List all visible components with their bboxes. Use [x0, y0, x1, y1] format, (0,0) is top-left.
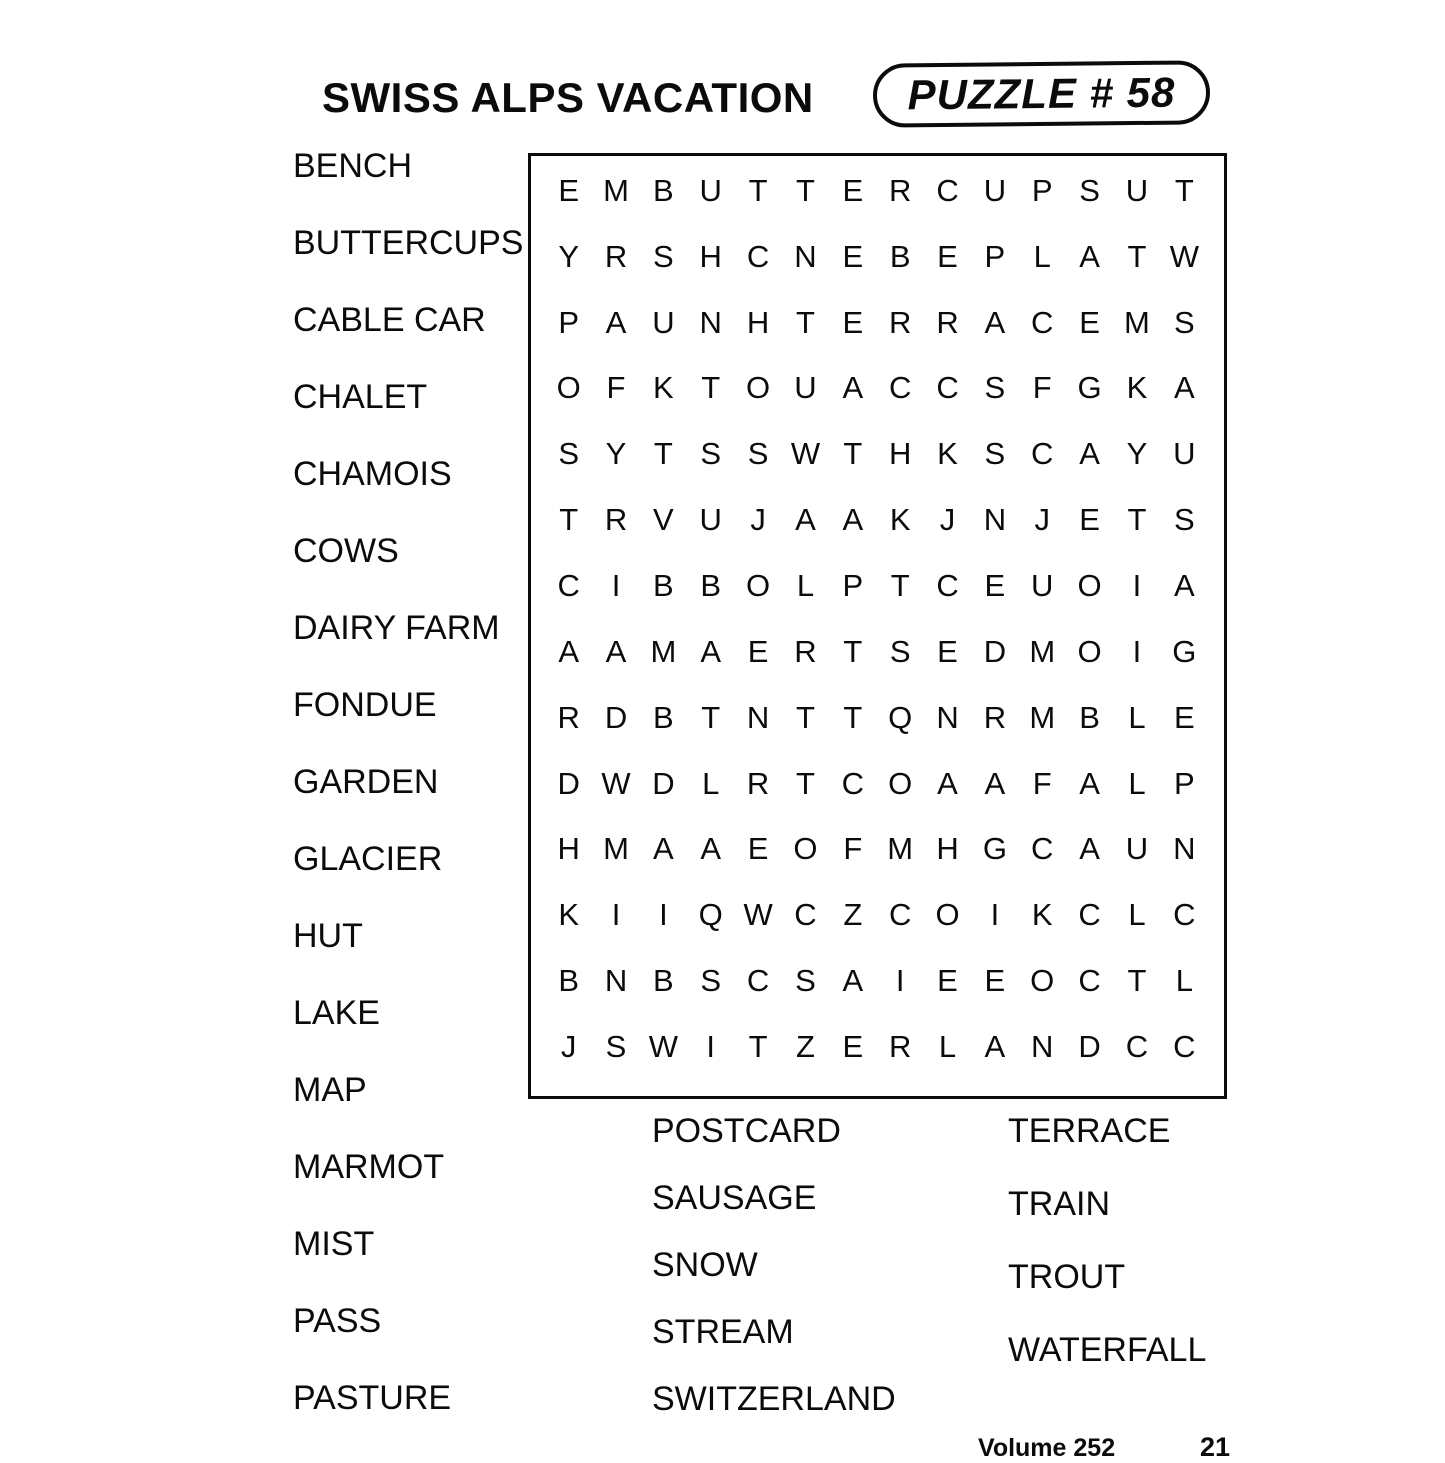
grid-cell: R: [888, 172, 912, 208]
word-list-item: TROUT: [1008, 1258, 1126, 1296]
grid-cell: O: [1077, 633, 1102, 669]
grid-cell: S: [700, 436, 722, 472]
grid-cell: A: [984, 304, 1006, 340]
grid-cell: A: [1079, 765, 1100, 801]
grid-cell: H: [746, 304, 770, 340]
grid-cell: U: [699, 502, 722, 538]
grid-cell: N: [1031, 1029, 1054, 1065]
grid-cell: E: [1173, 699, 1195, 735]
grid-cell: T: [843, 436, 863, 472]
grid-cell: E: [842, 238, 864, 274]
footer-page-number: 21: [1200, 1432, 1231, 1462]
puzzle-number-badge: [873, 60, 1211, 128]
grid-cell: K: [653, 370, 674, 406]
grid-cell: A: [842, 963, 864, 999]
grid-cell: I: [611, 568, 621, 604]
grid-cell: D: [652, 765, 675, 801]
grid-cell: T: [748, 172, 768, 208]
grid-cell: E: [842, 1029, 864, 1065]
word-list-item: FONDUE: [293, 686, 437, 724]
grid-cell: R: [936, 304, 959, 340]
word-list-item: WATERFALL: [1008, 1331, 1207, 1369]
grid-cell: T: [795, 765, 815, 801]
grid-cell: J: [560, 1029, 577, 1065]
grid-cell: D: [1078, 1029, 1101, 1065]
grid-cell: C: [557, 568, 580, 604]
grid-cell: F: [1032, 765, 1052, 801]
grid-cell: C: [794, 897, 817, 933]
word-list-item: MIST: [293, 1225, 375, 1263]
grid-cell: S: [653, 238, 674, 274]
grid-cell: L: [702, 765, 720, 801]
grid-cell: C: [746, 238, 770, 274]
grid-cell: I: [706, 1029, 716, 1065]
page-title: SWISS ALPS VACATION: [322, 74, 814, 121]
grid-cell: L: [1033, 238, 1051, 274]
grid-cell: T: [890, 568, 910, 604]
word-list-item: CHAMOIS: [293, 455, 452, 493]
grid-cell: A: [700, 633, 722, 669]
grid-cell: A: [605, 633, 627, 669]
grid-cell: U: [1173, 436, 1196, 472]
grid-cell: H: [699, 238, 722, 274]
grid-cell: A: [605, 304, 627, 340]
grid-cell: Z: [843, 897, 863, 933]
grid-cell: W: [790, 436, 821, 472]
grid-cell: K: [1126, 370, 1148, 406]
word-list-bottom-column-1: [652, 1113, 896, 1417]
grid-cell: C: [1078, 897, 1101, 933]
grid-cell: B: [700, 568, 722, 604]
word-list-item: HUT: [293, 917, 363, 955]
word-list-item: DAIRY FARM: [293, 609, 500, 647]
grid-cell: L: [796, 568, 815, 604]
grid-cell: R: [794, 633, 817, 669]
grid-cell: Y: [558, 238, 580, 274]
grid-cell: D: [557, 765, 580, 801]
grid-cell: T: [843, 633, 863, 669]
grid-cell: O: [793, 831, 818, 867]
grid-cell: T: [701, 370, 721, 406]
grid-cell: S: [558, 436, 580, 472]
grid-cell: S: [700, 963, 722, 999]
grid-cell: E: [1079, 304, 1100, 340]
grid-cell: E: [937, 238, 958, 274]
grid-cell: A: [558, 633, 580, 669]
word-list-item: COWS: [293, 532, 399, 570]
grid-cell: P: [842, 568, 864, 604]
grid-cell: T: [653, 436, 673, 472]
grid-cell: E: [747, 831, 769, 867]
grid-cell: C: [936, 172, 959, 208]
grid-cell: F: [606, 370, 626, 406]
word-list-item: PASTURE: [293, 1379, 452, 1417]
grid-cell: U: [652, 304, 675, 340]
grid-cell: P: [1173, 765, 1195, 801]
grid-cell: J: [1034, 502, 1050, 538]
word-list-item: TRAIN: [1008, 1185, 1110, 1223]
grid-cell: R: [888, 1029, 912, 1065]
word-list-left: [293, 148, 523, 1416]
grid-cell: L: [1128, 897, 1146, 933]
grid-cell: N: [794, 238, 817, 274]
grid-cell: U: [1125, 831, 1149, 867]
grid-cell: C: [841, 765, 865, 801]
grid-cell: P: [984, 238, 1006, 274]
grid-cell: E: [937, 633, 958, 669]
grid-cell: S: [1173, 304, 1195, 340]
grid-cell: E: [558, 172, 580, 208]
grid-cell: C: [1031, 831, 1054, 867]
grid-cell: K: [937, 436, 958, 472]
word-list-item: BENCH: [293, 147, 413, 185]
grid-cell: G: [1172, 633, 1197, 669]
grid-cell: G: [1077, 370, 1102, 406]
grid-cell: C: [1173, 897, 1196, 933]
grid-cell: Q: [888, 699, 913, 735]
grid-cell: E: [747, 633, 769, 669]
grid-cell: T: [1127, 963, 1147, 999]
grid-cell: U: [1031, 568, 1054, 604]
grid-cell: L: [1175, 963, 1193, 999]
grid-cell: N: [983, 502, 1007, 538]
grid-cell: A: [842, 502, 864, 538]
grid-cell: L: [1128, 699, 1146, 735]
grid-cell: O: [935, 897, 960, 933]
word-list-item: CHALET: [293, 378, 428, 416]
word-list-item: GLACIER: [293, 840, 443, 878]
grid-cell: H: [557, 831, 580, 867]
grid-cell: C: [1078, 963, 1101, 999]
grid-cell: C: [936, 568, 959, 604]
grid-cell: O: [1077, 568, 1102, 604]
grid-cell: Q: [698, 897, 723, 933]
grid-cell: N: [604, 963, 628, 999]
grid-cell: C: [888, 897, 912, 933]
grid-cell: R: [604, 502, 628, 538]
grid-cell: B: [1079, 699, 1100, 735]
grid-cell: Y: [605, 436, 627, 472]
grid-cell: U: [983, 172, 1007, 208]
grid-cell: B: [653, 172, 674, 208]
grid-cell: T: [748, 1029, 768, 1065]
grid-cell: R: [746, 765, 770, 801]
grid-cell: R: [557, 699, 580, 735]
word-list-item: TERRACE: [1008, 1112, 1171, 1150]
word-list-item: STREAM: [652, 1313, 794, 1351]
grid-cell: G: [982, 831, 1007, 867]
grid-cell: A: [984, 765, 1006, 801]
grid-cell: A: [1079, 831, 1100, 867]
grid-cell: T: [1174, 172, 1194, 208]
grid-cell: D: [983, 633, 1007, 669]
grid-cell: B: [653, 963, 674, 999]
grid-cell: O: [746, 568, 771, 604]
grid-cell: U: [794, 370, 817, 406]
grid-cell: I: [990, 897, 1000, 933]
grid-cell: P: [1031, 172, 1053, 208]
grid-cell: E: [842, 172, 864, 208]
word-list-item: MAP: [293, 1071, 367, 1109]
word-list-bottom-column-2: [1008, 1113, 1206, 1368]
grid-cell: M: [1029, 699, 1056, 735]
grid-cell: C: [1031, 304, 1054, 340]
grid-cell: S: [1173, 502, 1195, 538]
grid-cell: T: [795, 699, 815, 735]
grid-cell: C: [1125, 1029, 1149, 1065]
grid-cell: J: [750, 502, 766, 538]
grid-cell: A: [1079, 436, 1100, 472]
grid-cell: B: [889, 238, 911, 274]
grid-cell: Z: [795, 1029, 815, 1065]
grid-cell: C: [746, 963, 770, 999]
grid-cell: E: [984, 963, 1006, 999]
grid-cell: D: [604, 699, 628, 735]
grid-cell: N: [936, 699, 959, 735]
grid-cell: O: [746, 370, 771, 406]
grid-cell: L: [938, 1029, 957, 1065]
word-list-item: POSTCARD: [652, 1112, 841, 1150]
grid-cell: T: [1127, 502, 1147, 538]
word-list-item: MARMOT: [293, 1148, 445, 1186]
grid-cell: K: [558, 897, 580, 933]
grid-cell: A: [1079, 238, 1100, 274]
grid-cell: R: [888, 304, 912, 340]
grid-cell: H: [936, 831, 959, 867]
grid-cell: M: [603, 831, 629, 867]
grid-cell: Y: [1126, 436, 1148, 472]
grid-cell: A: [1173, 568, 1195, 604]
grid-cell: A: [700, 831, 722, 867]
grid-cell: V: [653, 502, 674, 538]
grid-cell: T: [795, 304, 815, 340]
grid-cell: E: [937, 963, 958, 999]
puzzle-number-label: PUZZLE # 58: [907, 68, 1176, 119]
word-search-grid: [528, 153, 1227, 1099]
grid-cell: N: [699, 304, 722, 340]
grid-cell: I: [611, 897, 621, 933]
grid-cell: E: [984, 568, 1006, 604]
grid-cell: W: [1169, 238, 1199, 274]
grid-cell: T: [843, 699, 863, 735]
grid-cell: B: [653, 568, 674, 604]
word-list-item: CABLE CAR: [293, 301, 486, 339]
grid-cell: C: [936, 370, 959, 406]
grid-cell: A: [1173, 370, 1195, 406]
grid-cell: A: [653, 831, 674, 867]
grid-cell: N: [746, 699, 770, 735]
grid-cell: P: [558, 304, 580, 340]
grid-cell: O: [556, 370, 581, 406]
grid-cell: C: [888, 370, 912, 406]
grid-cell: I: [659, 897, 668, 933]
word-list-item: SNOW: [652, 1246, 758, 1284]
grid-cell: J: [939, 502, 956, 538]
grid-cell: F: [843, 831, 863, 867]
grid-cell: T: [795, 172, 815, 208]
grid-cell: N: [1173, 831, 1196, 867]
word-list-item: LAKE: [293, 994, 380, 1032]
grid-cell: S: [889, 633, 911, 669]
grid-cell: M: [1124, 304, 1150, 340]
grid-cell: H: [888, 436, 912, 472]
grid-cell: U: [699, 172, 722, 208]
grid-cell: S: [1079, 172, 1100, 208]
grid-cell: S: [795, 963, 816, 999]
grid-cell: A: [937, 765, 958, 801]
grid-cell: E: [1079, 502, 1100, 538]
grid-cell: W: [601, 765, 631, 801]
grid-cell: S: [984, 370, 1006, 406]
grid-cell: S: [605, 1029, 627, 1065]
word-list-item: BUTTERCUPS: [293, 224, 524, 262]
grid-cell: K: [889, 502, 911, 538]
grid-cell: W: [648, 1029, 679, 1065]
grid-cell: C: [1173, 1029, 1196, 1065]
grid-cell: A: [842, 370, 864, 406]
grid-cell: I: [1132, 568, 1142, 604]
grid-cell: M: [650, 633, 677, 669]
grid-cell: T: [1127, 238, 1147, 274]
grid-cell: O: [1030, 963, 1055, 999]
grid-cell: I: [1132, 633, 1142, 669]
grid-cell: A: [984, 1029, 1006, 1065]
grid-cell: T: [559, 502, 579, 538]
grid-cell: I: [895, 963, 905, 999]
grid-cell: M: [887, 831, 914, 867]
grid-cell: K: [1031, 897, 1053, 933]
grid-cell: R: [604, 238, 628, 274]
grid-cell: R: [983, 699, 1007, 735]
word-list-item: SWITZERLAND: [652, 1380, 896, 1418]
grid-cell: M: [603, 172, 629, 208]
grid-cell: T: [701, 699, 721, 735]
grid-cell: L: [1128, 765, 1146, 801]
word-list-item: PASS: [293, 1302, 382, 1340]
grid-cell: E: [842, 304, 864, 340]
grid-cell: S: [747, 436, 769, 472]
footer-volume-label: Volume 252: [978, 1434, 1116, 1462]
grid-cell: C: [1031, 436, 1054, 472]
grid-cell: M: [1029, 633, 1056, 669]
grid-cell: B: [558, 963, 580, 999]
grid-cell: U: [1125, 172, 1149, 208]
word-list-item: GARDEN: [293, 763, 439, 801]
grid-cell: F: [1032, 370, 1052, 406]
grid-cell: S: [984, 436, 1006, 472]
word-list-item: SAUSAGE: [652, 1179, 817, 1217]
grid-cell: W: [743, 897, 773, 933]
grid-cell: O: [888, 765, 913, 801]
grid-cell: A: [795, 502, 816, 538]
grid-cell: B: [653, 699, 674, 735]
